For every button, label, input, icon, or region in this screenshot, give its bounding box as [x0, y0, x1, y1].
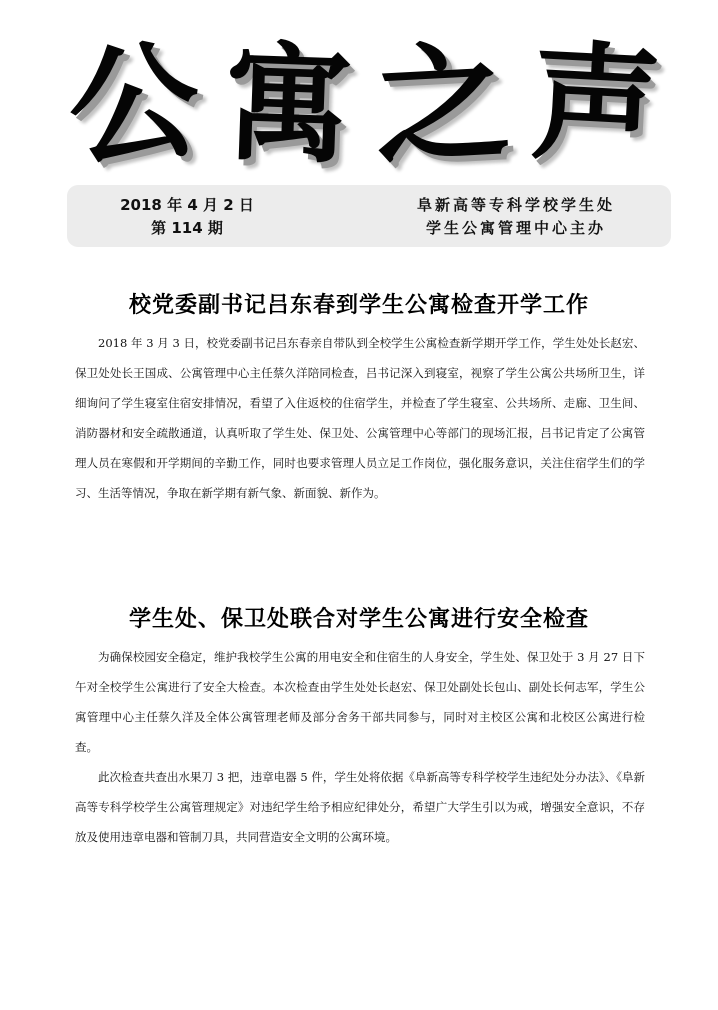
publisher-line-2: 学生公寓管理中心主办	[425, 219, 606, 237]
masthead-title	[62, 24, 664, 186]
article-2-body	[75, 642, 645, 852]
issue-info-bar	[67, 185, 671, 247]
masthead-char: 声	[528, 26, 664, 184]
article-1-title: 校党委副书记吕东春到学生公寓检查开学工作	[128, 293, 589, 318]
masthead-char: 公	[62, 24, 206, 186]
publisher-line-1: 阜新高等专科学校学生处	[416, 196, 615, 214]
article-1-paragraph: 2018 年 3 月 3 日，校党委副书记吕东春亲自带队到全校学生公寓检查新学期开学工作，学生处处长赵宏、保卫处处长王国成、公寓管理中心主任蔡久洋陪同检查，吕书记深入到寝室，视察了学生公寓公共场所卫生，详细询问了学生寝室住宿安排情况，看望了入住返校的住宿学生，并检查了学生寝室、公共场所、走廊、卫生间、消防器材和安全疏散通道，认真听取了学生处、保卫处、公寓管理中心等部门的现场汇报，吕书记肯定了公寓管理人员在寒假和开学期间的辛勤工作，同时也要求管理人员立足工作岗位，强化服务意识，关注住宿学生们的学习、生活等情况，争取在新学期有新气象、新面貌、新作为。	[75, 336, 645, 500]
article-2-paragraph-1: 为确保校园安全稳定，维护我校学生公寓的用电安全和住宿生的人身安全，学生处、保卫处于 3 月 27 日下午对全校学生公寓进行了安全大检查。本次检查由学生处处长赵宏、保卫处副处长包山、副处长何志军，学生公寓管理中心主任蔡久洋及全体公寓管理老师及部分舍务干部共同参与，同时对主校区公寓和北校区公寓进行检查。	[75, 650, 645, 754]
publisher-block	[391, 194, 641, 240]
issue-date-block	[112, 194, 262, 240]
article-1-body	[75, 328, 645, 508]
issue-date: 2018 年 4 月 2 日	[120, 196, 254, 214]
issue-number: 第 114 期	[151, 219, 223, 237]
article-2-paragraph-2: 此次检查共查出水果刀 3 把，违章电器 5 件，学生处将依据《阜新高等专科学校学生违纪处分办法》、《阜新高等专科学校学生公寓管理规定》对违纪学生给予相应纪律处分，希望广大学生引以为戒，增强安全意识，不存放及使用违章电器和管制刀具，共同营造安全文明的公寓环境。	[75, 770, 645, 844]
masthead-char: 之	[370, 26, 514, 184]
article-2-title: 学生处、保卫处联合对学生公寓进行安全检查	[128, 607, 589, 632]
masthead-char: 寓	[221, 27, 355, 183]
